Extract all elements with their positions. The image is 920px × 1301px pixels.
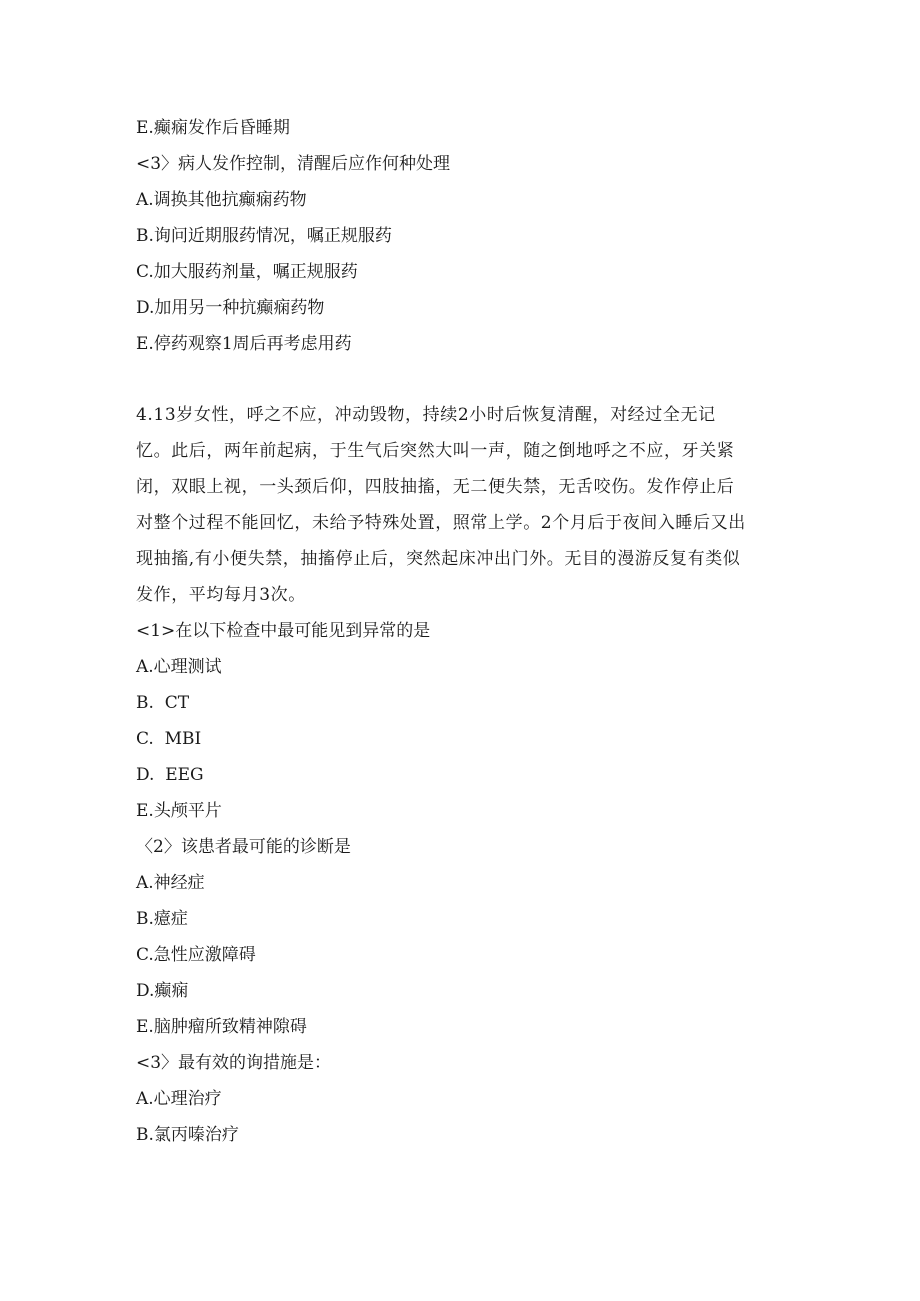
q4-sub2-option-c: C.急性应激障碍 (136, 945, 256, 965)
q4-sub2-option-e: E.脑肿瘤所致精神隙碍 (136, 1017, 307, 1037)
prev-sub3-option-c: C.加大服药剂量，嘱正规服药 (136, 262, 358, 282)
q4-sub2-question: 〈2〉该患者最可能的诊断是 (136, 837, 351, 857)
q4-sub3-option-b: B.氯丙嗪治疗 (136, 1125, 239, 1145)
q4-sub1-option-b: B. CT (136, 693, 190, 713)
q4-sub2-option-d: D.癫痫 (136, 981, 189, 1001)
q4-sub1-option-e: E.头颅平片 (136, 801, 222, 821)
q4-stem-line-2: 忆。此后，两年前起病，于生气后突然大叫一声，随之倒地呼之不应，牙关紧 (136, 441, 735, 461)
prev-sub3-option-a: A.调换其他抗癫痫药物 (136, 190, 307, 210)
q4-sub3-question: <3〉最有效的询措施是： (136, 1053, 332, 1073)
prev-sub3-question: <3〉病人发作控制，清醒后应作何种处理 (136, 154, 451, 174)
q4-stem-line-6: 发作，平均每月3次。 (136, 585, 306, 605)
q4-sub1-option-a: A.心理测试 (136, 657, 222, 677)
q4-sub2-option-a: A.神经症 (136, 873, 205, 893)
prev-sub3-option-b: B.询问近期服药情况，嘱正规服药 (136, 226, 392, 246)
prev-sub3-option-d: D.加用另一种抗癫痫药物 (136, 298, 325, 318)
q4-sub1-question: <1>在以下检查中最可能见到异常的是 (136, 621, 431, 641)
q4-stem-line-4: 对整个过程不能回忆，未给予特殊处置，照常上学。2个月后于夜间入睡后又出 (136, 513, 746, 533)
q4-stem-line-5: 现抽搐,有小便失禁，抽搐停止后，突然起床冲出门外。无目的漫游反复有类似 (136, 549, 741, 569)
prev-option-e: E.癫痫发作后昏睡期 (136, 118, 290, 138)
prev-sub3-option-e: E.停药观察1周后再考虑用药 (136, 334, 352, 354)
q4-sub2-option-b: B.癔症 (136, 909, 188, 929)
q4-sub1-option-d: D. EEG (136, 765, 204, 785)
q4-sub3-option-a: A.心理治疗 (136, 1089, 222, 1109)
q4-stem-line-3: 闭，双眼上视，一头颈后仰，四肢抽搐，无二便失禁，无舌咬伤。发作停止后 (136, 477, 735, 497)
q4-stem-line-1: 4.13岁女性，呼之不应，冲动毁物，持续2小时后恢复清醒，对经过全无记 (136, 405, 716, 425)
q4-sub1-option-c: C. MBI (136, 729, 202, 749)
